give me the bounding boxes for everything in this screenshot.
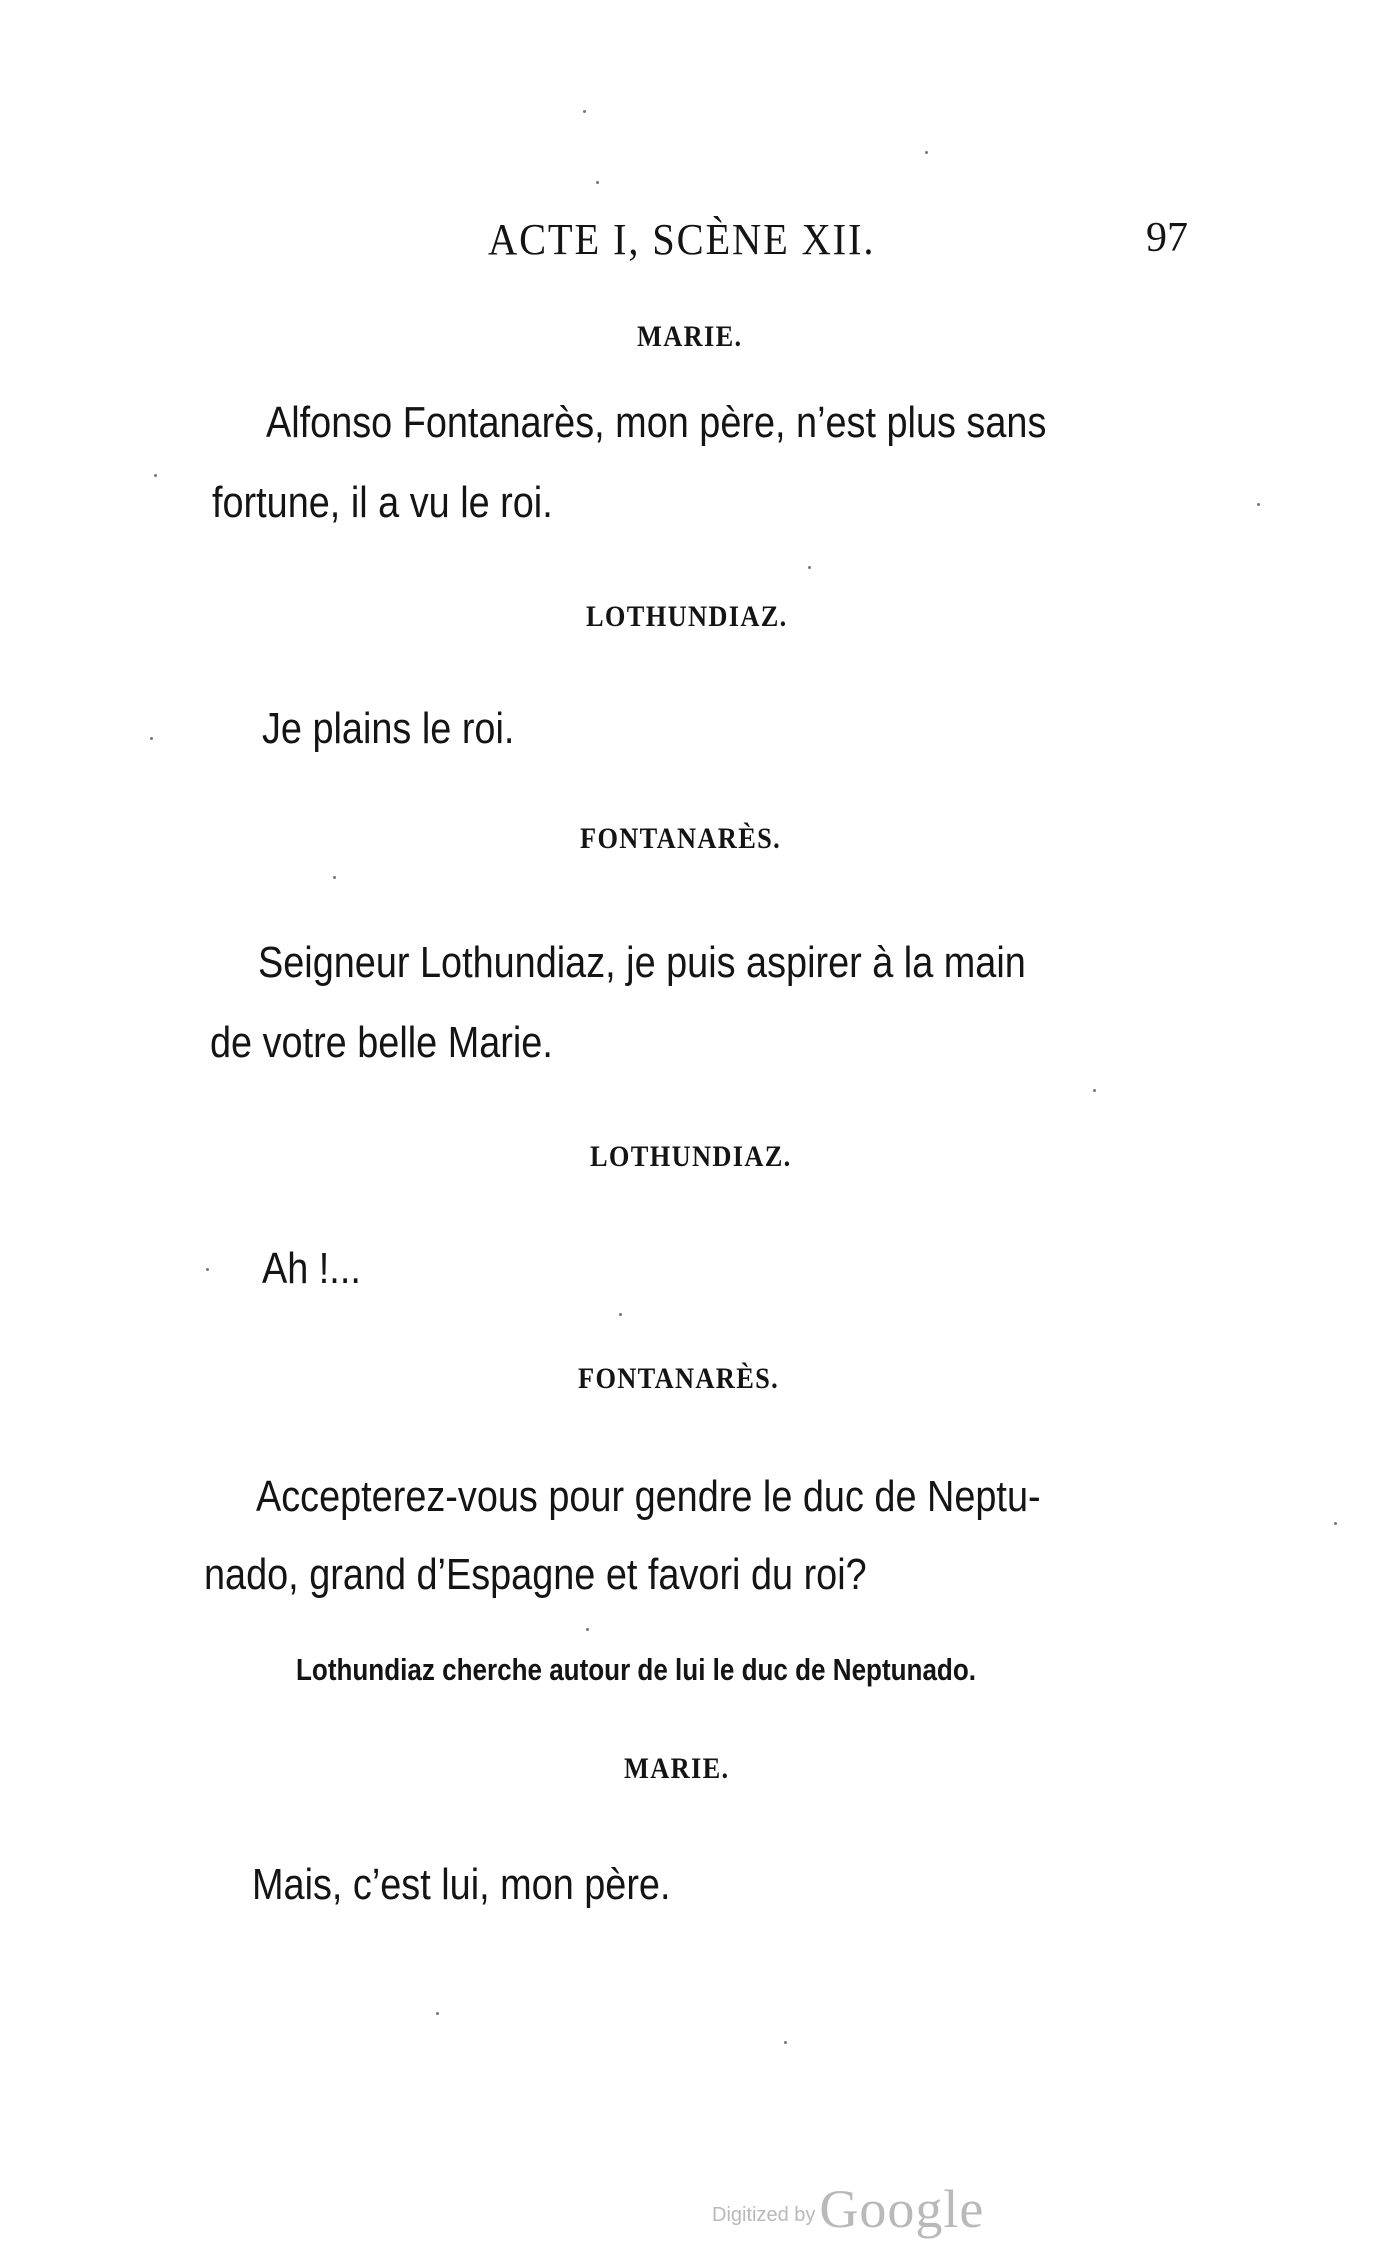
dialogue-line: Alfonso Fontanarès, mon père, n’est plus sans <box>266 398 1047 447</box>
dialogue-line: Seigneur Lothundiaz, je puis aspirer à la main <box>258 938 1026 987</box>
scan-speck <box>586 1628 589 1631</box>
page-number: 97 <box>1146 215 1188 261</box>
scan-speck <box>1334 1522 1337 1525</box>
dialogue-line: de votre belle Marie. <box>210 1018 553 1067</box>
scan-speck <box>436 2012 439 2015</box>
speaker-fontanares: FONTANARÈS. <box>580 822 782 855</box>
speaker-fontanares: FONTANARÈS. <box>578 1362 780 1395</box>
speaker-lothundiaz: LOTHUNDIAZ. <box>590 1140 792 1173</box>
speaker-marie: MARIE. <box>637 320 743 353</box>
speaker-lothundiaz: LOTHUNDIAZ. <box>586 600 788 633</box>
scan-speck <box>1093 1089 1096 1092</box>
scan-speck <box>154 474 157 477</box>
digitized-by-label: Digitized by <box>712 2204 816 2226</box>
speaker-marie: MARIE. <box>624 1752 730 1785</box>
google-logo: Google <box>819 2179 985 2239</box>
scan-speck <box>583 110 586 113</box>
dialogue-line: Ah !... <box>262 1244 361 1293</box>
scan-speck <box>206 1268 209 1271</box>
scan-speck <box>619 1313 622 1316</box>
page-header <box>0 214 1396 274</box>
dialogue-line: Mais, c’est lui, mon père. <box>252 1860 671 1909</box>
scan-speck <box>1257 503 1260 506</box>
dialogue-line: Accepterez-vous pour gendre le duc de Neptu- <box>256 1472 1041 1521</box>
dialogue-line: fortune, il a vu le roi. <box>212 478 553 527</box>
dialogue-line: Je plains le roi. <box>262 704 515 753</box>
scan-speck <box>596 181 599 184</box>
scan-speck <box>925 151 928 154</box>
dialogue-line: nado, grand d’Espagne et favori du roi? <box>204 1550 867 1599</box>
stage-direction: Lothundiaz cherche autour de lui le duc de Neptunado. <box>296 1652 976 1687</box>
digitized-by-google-watermark <box>712 2178 984 2240</box>
scan-speck <box>808 566 811 569</box>
scan-speck <box>784 2041 787 2044</box>
running-head: ACTE I, SCÈNE XII. <box>488 215 876 264</box>
scan-speck <box>150 737 153 740</box>
scan-speck <box>333 876 336 879</box>
